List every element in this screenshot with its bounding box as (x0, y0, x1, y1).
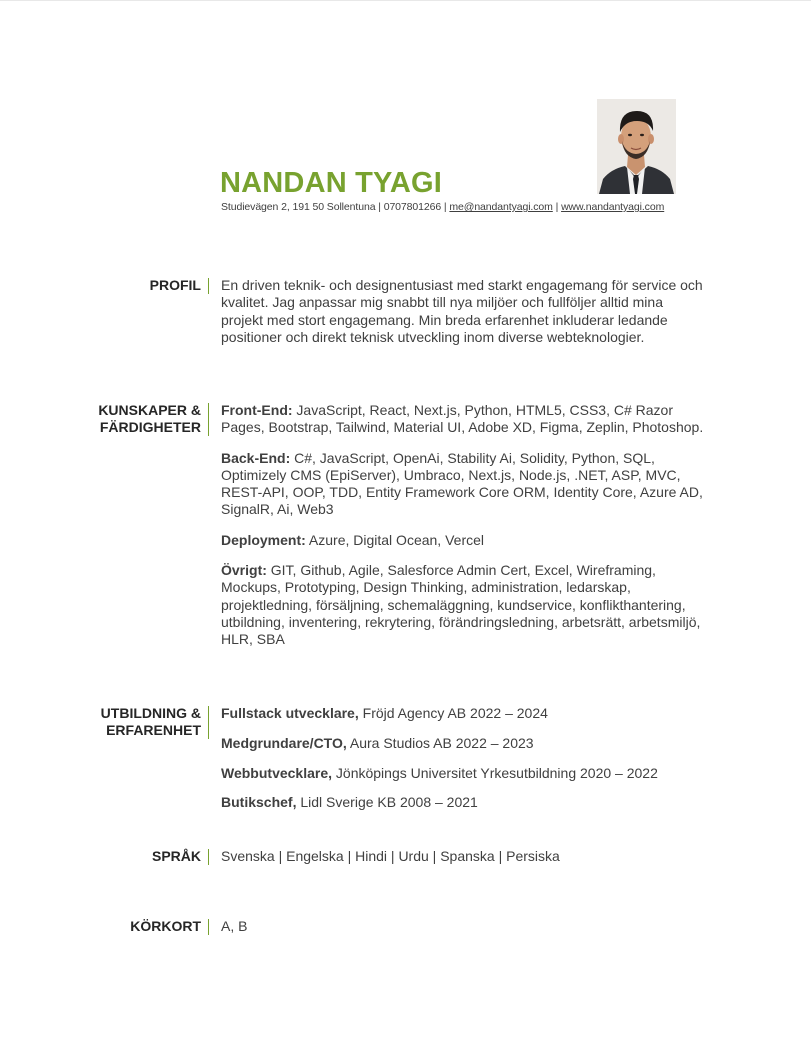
skill-item-backend (221, 450, 705, 519)
skill-title: Övrigt: (221, 562, 267, 579)
skill-text: GIT, Github, Agile, Salesforce Admin Cert, Excel, Wireframing, Mockups, Prototyping, Design Thinking, administration, ledarskap, projektledning, försäljning, schemaläggning, kundservice, konflikthantering, utbildning, inventering, rekrytering, förändringsledning, arbetsrätt, arbetsmiljö, HLR, SBA (221, 562, 701, 648)
experience-role: Butikschef, (221, 794, 297, 811)
contact-separator: | (552, 201, 562, 213)
section-label-profile: PROFIL (149, 277, 201, 293)
languages-text: Svenska | Engelska | Hindi | Urdu | Spanska | Persiska (221, 848, 560, 864)
skill-title: Front-End: (221, 402, 293, 418)
section-label-line: KUNSKAPER & (98, 402, 201, 418)
skill-item-other (221, 562, 705, 648)
skill-text: Azure, Digital Ocean, Vercel (305, 531, 484, 548)
section-label-skills (41, 402, 201, 436)
section-label-line: FÄRDIGHETER (99, 419, 201, 435)
skills-list (221, 402, 705, 662)
contact-line (221, 201, 664, 213)
section-label-line: ERFARENHET (106, 722, 201, 738)
section-divider (208, 849, 209, 865)
address: Studievägen 2, 191 50 Sollentuna (221, 201, 376, 213)
experience-item (221, 705, 705, 722)
experience-role: Medgrundare/CTO, (221, 734, 347, 751)
website-link[interactable]: www.nandantyagi.com (561, 201, 665, 213)
contact-separator: | (375, 201, 384, 213)
section-divider (208, 706, 209, 739)
portrait-illustration (597, 99, 676, 194)
section-label-license: KÖRKORT (130, 918, 201, 934)
experience-item (221, 765, 705, 782)
experience-role: Webbutvecklare, (221, 764, 333, 781)
experience-detail: Aura Studios AB 2022 – 2023 (346, 734, 534, 751)
section-divider (208, 278, 209, 294)
section-divider (208, 919, 209, 935)
email-link[interactable]: me@nandantyagi.com (449, 201, 553, 213)
skill-item-deployment (221, 532, 705, 549)
experience-detail: Lidl Sverige KB 2008 – 2021 (296, 794, 478, 811)
skill-text: JavaScript, React, Next.js, Python, HTML5, CSS3, C# Razor Pages, Bootstrap, Tailwind, Material UI, Adobe XD, Figma, Zeplin, Photoshop. (221, 402, 704, 436)
section-label-line: UTBILDNING & (100, 705, 201, 721)
skill-title: Deployment: (221, 531, 306, 548)
experience-role: Fullstack utvecklare, (221, 705, 359, 721)
experience-detail: Jönköpings Universitet Yrkesutbildning 2020 – 2022 (332, 764, 658, 781)
skill-title: Back-End: (221, 449, 291, 466)
experience-detail: Fröjd Agency AB 2022 – 2024 (358, 705, 548, 721)
license-text: A, B (221, 918, 248, 934)
page-top-border (0, 0, 811, 1)
section-label-languages: SPRÅK (151, 848, 201, 864)
skill-item-frontend (221, 402, 705, 437)
section-divider (208, 403, 209, 436)
profile-text: En driven teknik- och designentusiast med starkt engagemang för service och kvalitet. Jag anpassar mig snabbt till nya miljöer och fullföljer alltid mina projekt med stort engagemang. Min breda erfarenhet inkluderar ledande positioner och direkt teknisk utveckling inom diverse webteknologier. (221, 277, 703, 345)
skill-text: C#, JavaScript, OpenAi, Stability Ai, Solidity, Python, SQL, Optimizely CMS (EpiServer), Umbraco, Next.js, Node.js, .NET, ASP, MVC, REST-API, OOP, TDD, Entity Framework Core ORM, Identity Core, Azure AD, SignalR, Ai, Web3 (221, 449, 703, 518)
phone-number: 0707801266 (383, 201, 442, 213)
contact-separator: | (441, 201, 450, 213)
profile-photo (597, 99, 676, 194)
experience-list (221, 705, 705, 824)
candidate-name: NANDAN TYAGI (220, 167, 443, 199)
section-label-experience (41, 705, 201, 739)
experience-item (221, 735, 705, 752)
experience-item (221, 794, 705, 811)
